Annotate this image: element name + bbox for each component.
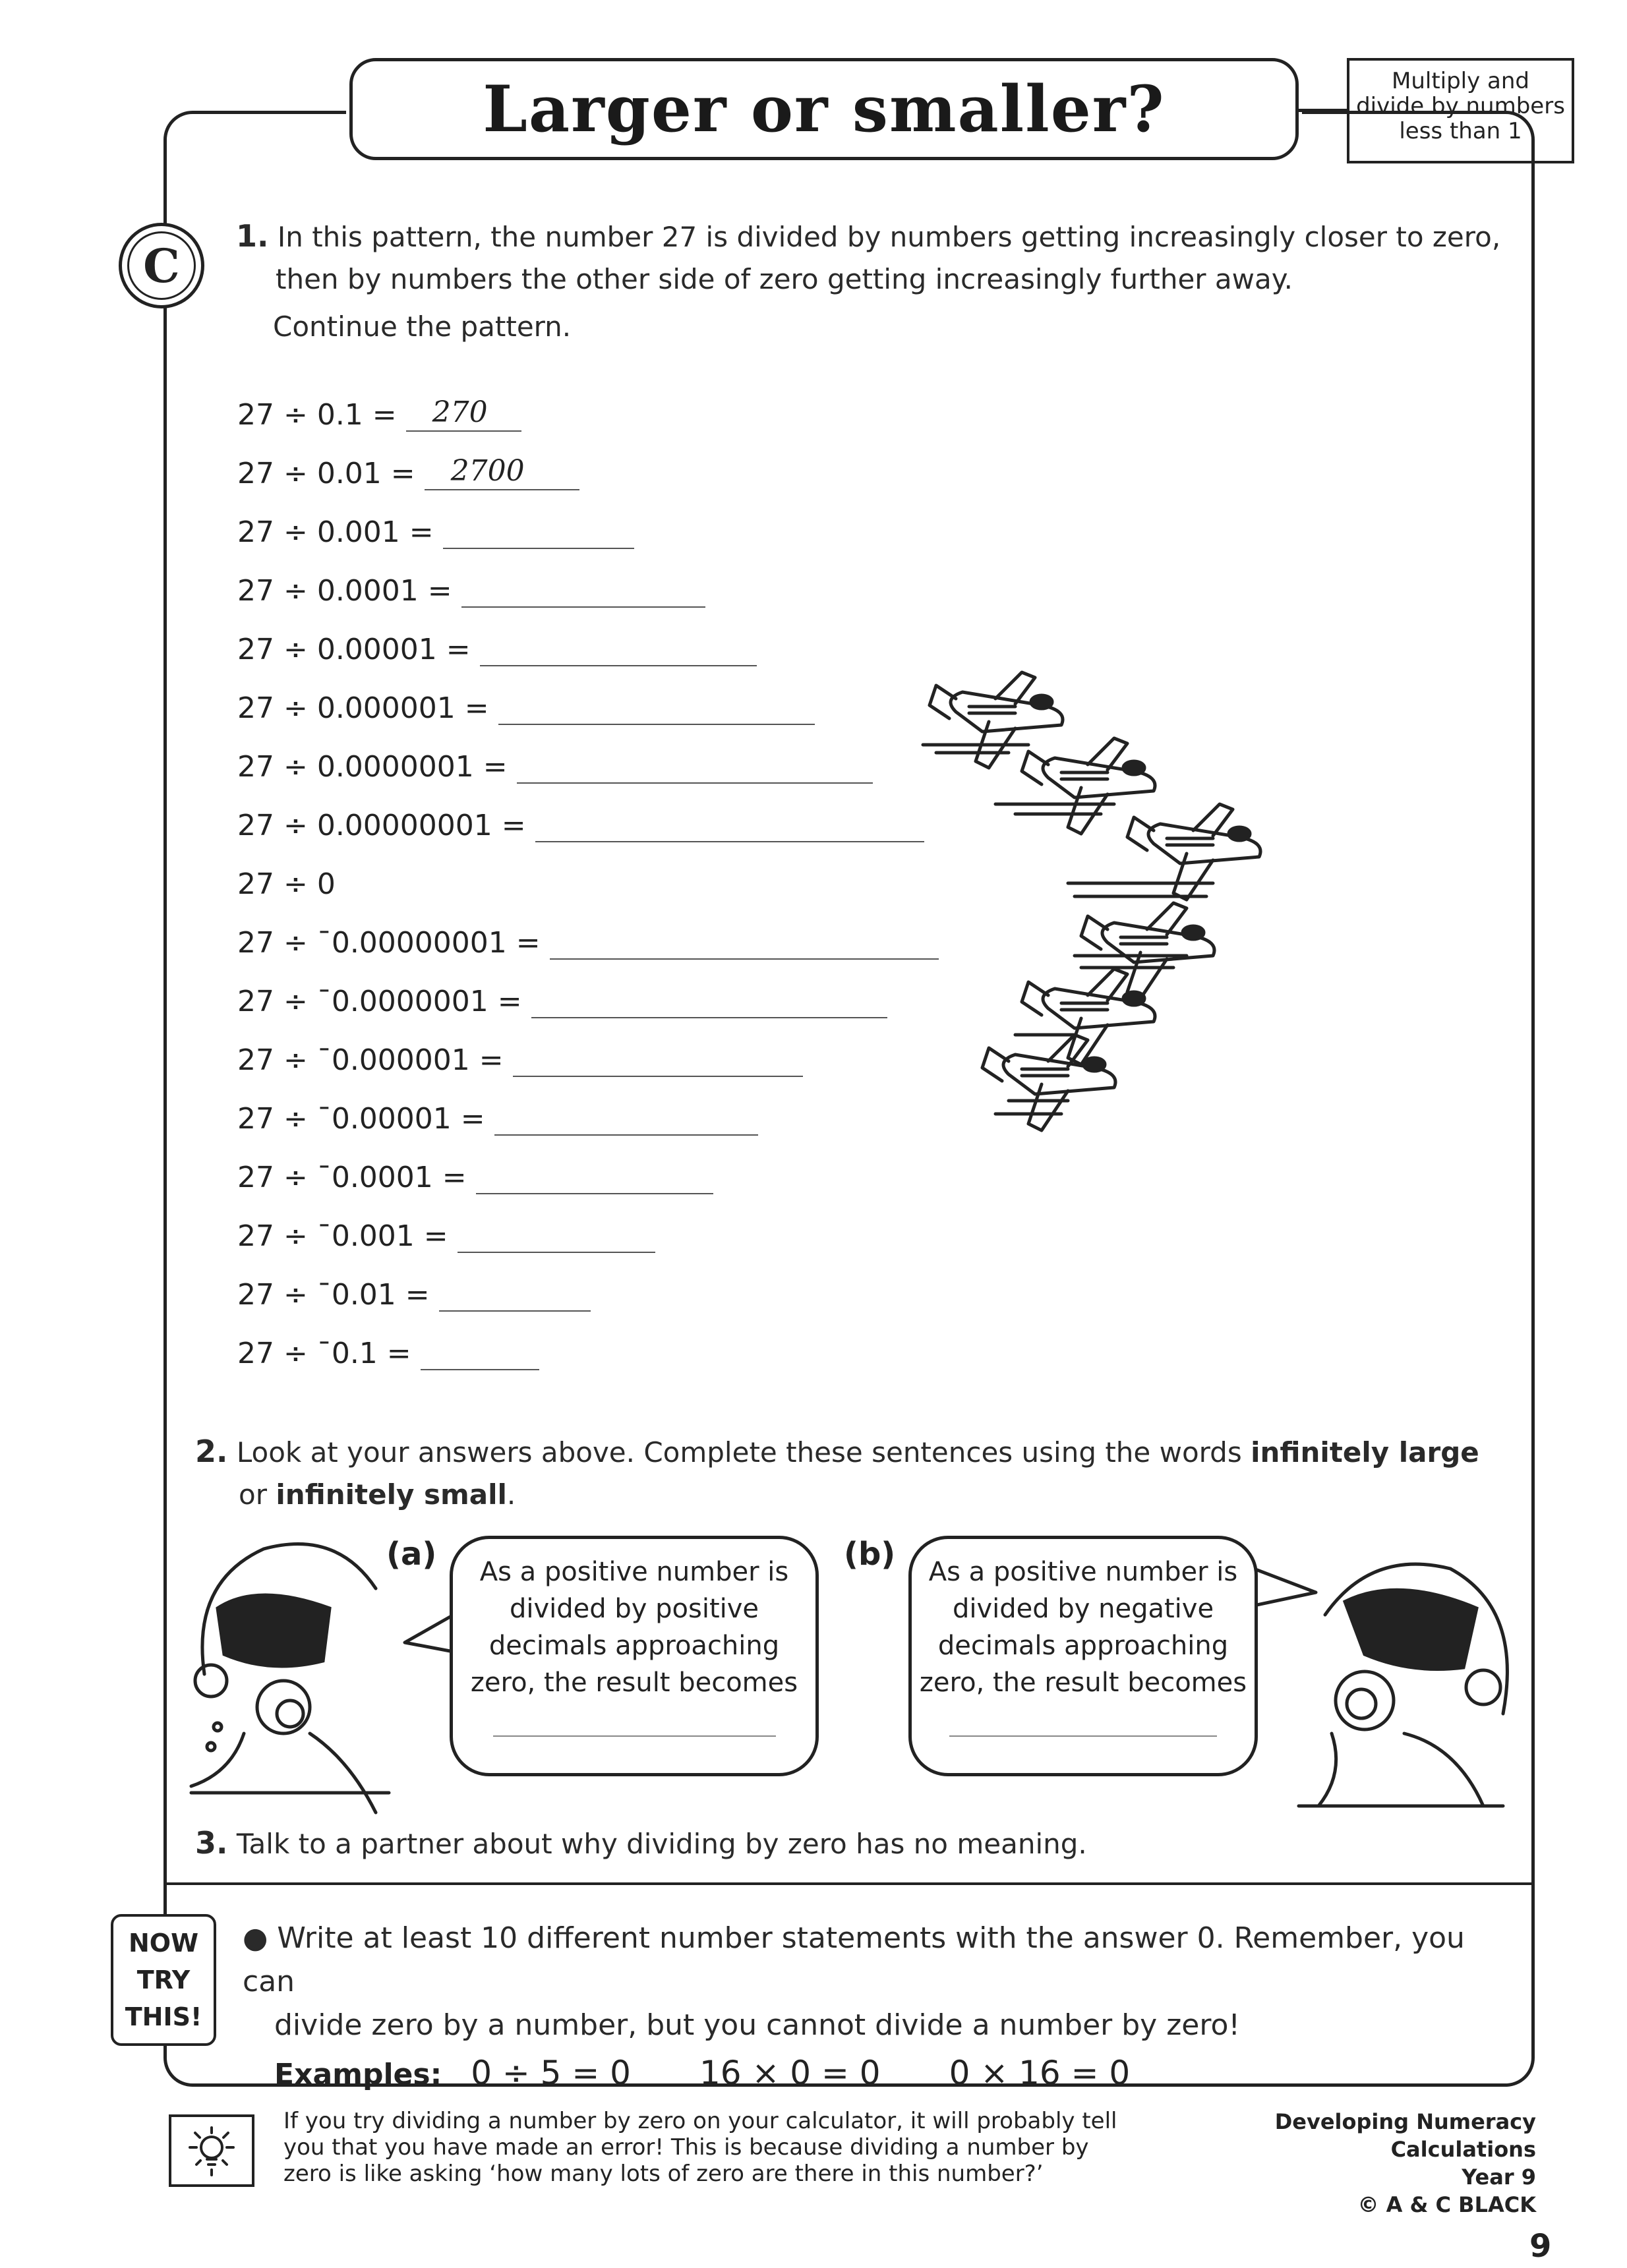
publisher-line: © A & C BLACK (1357, 2192, 1536, 2217)
objective-line: less than 1 (1399, 118, 1522, 144)
answer-blank[interactable] (498, 692, 815, 725)
equation-row (237, 920, 939, 960)
equation-row (237, 627, 757, 666)
now-try-this-badge (111, 1914, 216, 2046)
answer-blank[interactable] (406, 395, 521, 432)
question-text: Look at your answers above. Complete these sentences using the words (236, 1436, 1251, 1468)
equation-expression: 27 ÷ 0.00000001 = (237, 809, 526, 842)
answer-blank[interactable] (480, 633, 757, 666)
equation-expression: 27 ÷ ¯0.000001 = (237, 1043, 504, 1077)
tip-text (283, 2108, 1180, 2187)
answer-blank[interactable] (535, 809, 924, 842)
tip-line: If you try dividing a number by zero on your calculator, it will probably tell (283, 2108, 1117, 2134)
equation-expression: 27 ÷ 0.00001 = (237, 633, 471, 666)
page-number: 9 (1529, 2228, 1552, 2265)
answer-blank[interactable] (513, 1044, 803, 1077)
answer-blank[interactable] (443, 516, 634, 549)
equation-row (237, 861, 336, 901)
bullet-icon: ● (243, 1921, 268, 1955)
equation-expression: 27 ÷ ¯0.00000001 = (237, 926, 541, 960)
title-banner (349, 58, 1299, 160)
equation-expression: 27 ÷ ¯0.1 = (237, 1337, 411, 1370)
equation-expression: 27 ÷ ¯0.001 = (237, 1219, 448, 1253)
equation-expression: 27 ÷ 0.0000001 = (237, 750, 508, 784)
lightbulb-icon (182, 2121, 241, 2180)
equation-expression: 27 ÷ ¯0.0001 = (237, 1161, 467, 1194)
keyword-infinitely-large: infinitely large (1251, 1436, 1479, 1468)
examples-label: Examples: (274, 2058, 442, 2091)
page-title: Larger or smaller? (483, 72, 1166, 146)
equation-expression: 27 ÷ 0.000001 = (237, 691, 489, 725)
equation-row (237, 568, 705, 608)
answer-blank[interactable] (550, 927, 939, 960)
part-b-label: (b) (844, 1536, 896, 1573)
equation-row (237, 979, 887, 1018)
task-text: Write at least 10 different number statements with the answer 0. Remember, you can (243, 1921, 1465, 1998)
speech-tail-a (402, 1608, 455, 1661)
bubble-text: zero, the result becomes (470, 1668, 798, 1698)
example-statement: 0 ÷ 5 = 0 (471, 2054, 631, 2092)
answer-blank-b[interactable] (949, 1734, 1217, 1737)
astronaut-right-illustration (1292, 1516, 1516, 1819)
part-a-label: (a) (386, 1536, 437, 1573)
question-1 (236, 215, 1515, 348)
bubble-text: divided by positive (509, 1594, 759, 1624)
speech-bubble-a (450, 1536, 819, 1776)
answer-blank-a[interactable] (493, 1734, 776, 1737)
publisher-line: Calculations (1390, 2137, 1536, 2162)
example-statement: 0 × 16 = 0 (949, 2054, 1131, 2092)
equation-row (237, 1155, 713, 1194)
question-2 (195, 1430, 1500, 1516)
example-statement: 16 × 0 = 0 (699, 2054, 881, 2092)
equation-row (237, 1331, 539, 1370)
answer-blank[interactable] (421, 1337, 539, 1370)
astronaut-left-illustration (178, 1516, 415, 1819)
publisher-info (1253, 2108, 1536, 2219)
equation-row (237, 685, 815, 725)
equation-row (237, 744, 873, 784)
bubble-text: decimals approaching (937, 1631, 1229, 1661)
question-number: 3. (195, 1825, 228, 1861)
equation-row (237, 392, 521, 432)
instruction-text: Continue the pattern. (273, 310, 572, 343)
title-connector (1295, 109, 1348, 112)
equation-expression: 27 ÷ 0.1 = (237, 398, 397, 432)
equation-row (237, 1096, 758, 1136)
equation-row (237, 803, 924, 842)
tip-line: zero is like asking ‘how many lots of zero are there in this number?’ (283, 2161, 1044, 2187)
badge-line: NOW (128, 1929, 199, 1958)
task-text: divide zero by a number, but you cannot divide a number by zero! (274, 2008, 1241, 2042)
question-3 (195, 1822, 1448, 1865)
speech-bubble-b (908, 1536, 1258, 1776)
examples-row (243, 2054, 1522, 2092)
badge-line: TRY (136, 1965, 191, 1994)
question-number: 2. (195, 1434, 228, 1469)
question-number: 1. (236, 218, 269, 254)
equation-expression: 27 ÷ 0.0001 = (237, 574, 452, 608)
equation-expression: 27 ÷ 0.01 = (237, 457, 415, 490)
equation-row (237, 1037, 803, 1077)
handwritten-answer: 2700 (450, 454, 525, 488)
objective-line: Multiply and (1391, 68, 1530, 94)
badge-line: THIS! (125, 2002, 202, 2031)
tip-line: you that you have made an error! This is because dividing a number by (283, 2134, 1089, 2161)
equation-row (237, 451, 579, 490)
equation-row (237, 509, 634, 549)
section-letter: C (143, 238, 180, 293)
section-badge (119, 223, 204, 308)
speech-tail-b (1253, 1562, 1318, 1615)
answer-blank[interactable] (476, 1161, 713, 1194)
question-text: or (239, 1478, 276, 1511)
equation-expression: 27 ÷ ¯0.00001 = (237, 1102, 485, 1136)
equation-expression: 27 ÷ ¯0.0000001 = (237, 985, 522, 1018)
tip-box (169, 2114, 254, 2187)
keyword-infinitely-small: infinitely small (276, 1478, 507, 1511)
handwritten-answer: 270 (432, 395, 488, 429)
equation-expression: 27 ÷ 0.001 = (237, 515, 434, 549)
publisher-line: Developing Numeracy (1274, 2109, 1536, 2134)
question-text: . (506, 1478, 516, 1511)
answer-blank[interactable] (517, 751, 873, 784)
planes-illustration (916, 666, 1450, 1186)
answer-blank[interactable] (439, 1279, 591, 1312)
answer-blank[interactable] (458, 1220, 655, 1253)
equation-expression: 27 ÷ 0 (237, 867, 336, 901)
answer-blank[interactable] (494, 1103, 758, 1136)
question-text: In this pattern, the number 27 is divided by numbers getting increasingly closer to zero, (277, 221, 1501, 253)
answer-blank[interactable] (531, 985, 887, 1018)
question-text: Talk to a partner about why dividing by zero has no meaning. (236, 1828, 1087, 1860)
question-text: then by numbers the other side of zero getting increasingly further away. (276, 263, 1293, 295)
publisher-line: Year 9 (1462, 2165, 1536, 2190)
objective-line: divide by numbers (1356, 93, 1565, 119)
bubble-text: decimals approaching (488, 1631, 780, 1661)
now-try-this-task (243, 1917, 1522, 2092)
equation-row (237, 1213, 655, 1253)
section-divider (163, 1882, 1535, 1885)
equation-row (237, 1272, 591, 1312)
answer-blank[interactable] (425, 454, 579, 490)
bubble-text: As a positive number is (479, 1557, 789, 1587)
answer-blank[interactable] (461, 575, 705, 608)
objective-box (1347, 58, 1574, 163)
bubble-text: divided by negative (952, 1594, 1214, 1624)
equation-expression: 27 ÷ ¯0.01 = (237, 1278, 430, 1312)
bubble-text: As a positive number is (928, 1557, 1238, 1587)
bubble-text: zero, the result becomes (919, 1668, 1247, 1698)
